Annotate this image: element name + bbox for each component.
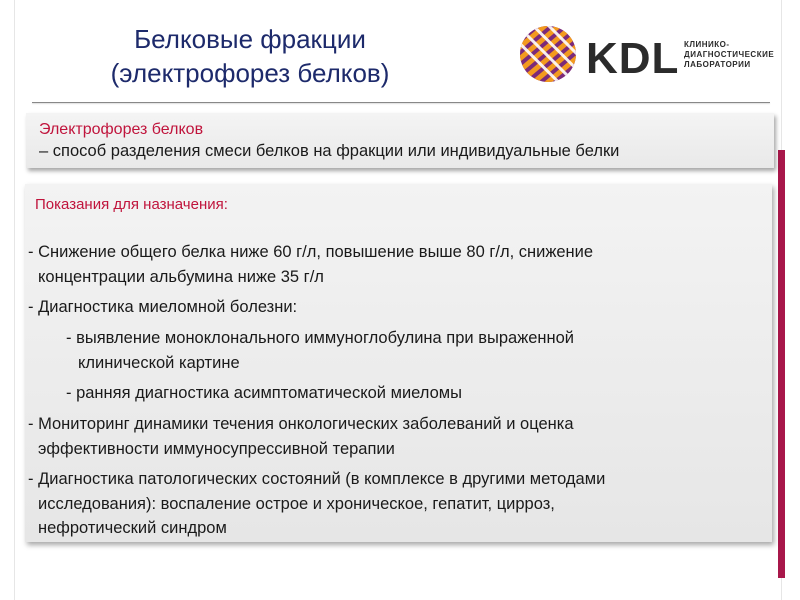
slide-left-frame bbox=[0, 0, 15, 600]
indication-line: эффективности иммуносупрессивной терапии bbox=[38, 439, 395, 458]
indication-item bbox=[28, 240, 593, 289]
indications-heading: Показания для назначения: bbox=[35, 196, 228, 213]
side-accent-bar bbox=[778, 150, 785, 578]
indication-subitem bbox=[66, 381, 462, 406]
definition-box bbox=[26, 113, 774, 168]
kdl-logo bbox=[516, 22, 776, 90]
kdl-logo-subtitle-line-2: ДИАГНОСТИЧЕСКИЕ bbox=[684, 50, 775, 59]
kdl-logo-wordmark: KDL bbox=[586, 34, 680, 83]
kdl-logo-subtitle-line-1: КЛИНИКО- bbox=[684, 40, 730, 49]
slide-title-line-1: Белковые фракции bbox=[134, 24, 366, 54]
indication-line: - Диагностика патологических состояний (в комплексе в другими методами bbox=[28, 470, 606, 488]
slide-title-line-2: (электрофорез белков) bbox=[110, 58, 390, 88]
kdl-logo-subtitle bbox=[684, 40, 776, 70]
indication-line: концентрации альбумина ниже 35 г/л bbox=[38, 267, 324, 286]
header-divider bbox=[32, 102, 770, 103]
slide-title bbox=[70, 22, 430, 90]
indication-line: исследования): воспаление острое и хроническое, гепатит, цирроз, bbox=[38, 494, 555, 513]
indication-line: - Диагностика миеломной болезни: bbox=[28, 298, 298, 316]
indication-subitem bbox=[66, 326, 574, 375]
indication-line: - Мониторинг динамики течения онкологических заболеваний и оценка bbox=[28, 415, 574, 433]
indication-item bbox=[28, 467, 605, 541]
indication-line: нефротический синдром bbox=[38, 519, 227, 537]
indication-line: клинической картине bbox=[78, 353, 240, 372]
definition-text: – способ разделения смеси белков на фракции или индивидуальные белки bbox=[39, 142, 620, 160]
indication-line: - выявление моноклонального иммуноглобулина при выраженной bbox=[66, 329, 575, 347]
indication-item bbox=[28, 295, 297, 320]
indications-box bbox=[25, 184, 772, 542]
definition-term: Электрофорез белков bbox=[39, 121, 204, 138]
kdl-logo-subtitle-line-3: ЛАБОРАТОРИИ bbox=[684, 60, 751, 69]
indication-item bbox=[28, 412, 574, 461]
indication-line: - Снижение общего белка ниже 60 г/л, повышение выше 80 г/л, снижение bbox=[28, 243, 594, 261]
indication-line: - ранняя диагностика асимптоматической миеломы bbox=[66, 384, 462, 402]
kdl-logo-globe-icon bbox=[516, 22, 580, 86]
